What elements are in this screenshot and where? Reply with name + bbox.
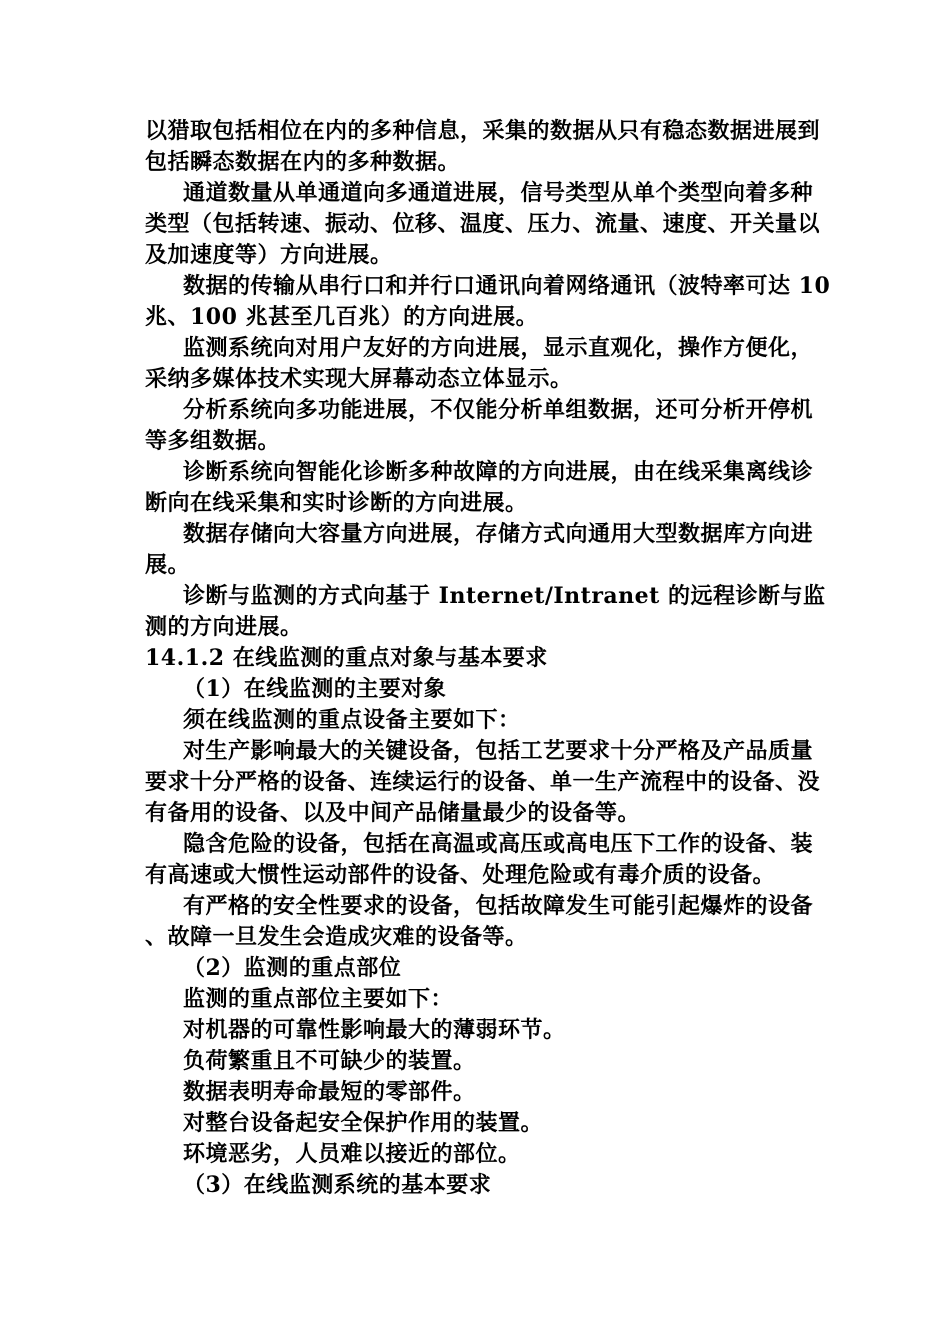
paragraph-remote-diagnosis: 诊断与监测的方式向基于 Internet/Intranet 的远程诊断与监测的方向进展。 (145, 583, 826, 640)
subsection-intro-2: 监测的重点部位主要如下： (183, 986, 454, 1012)
list-item: 有严格的安全性要求的设备，包括故障发生可能引起爆炸的设备、故障一旦发生会造成灾难的设备等。 (145, 893, 814, 950)
subsection-title-2: （2）监测的重点部位 (183, 955, 402, 981)
section-heading: 14.1.2 在线监测的重点对象与基本要求 (145, 645, 548, 671)
paragraph-channels: 通道数量从单通道向多通道进展，信号类型从单个类型向着多种类型（包括转速、振动、位移、温度、压力、流量、速度、开关量以及加速度等）方向进展。 (145, 180, 821, 268)
paragraph-diagnosis-system: 诊断系统向智能化诊断多种故障的方向进展，由在线采集离线诊断向在线采集和实时诊断的方向进展。 (145, 459, 814, 516)
list-item: 隐含危险的设备，包括在高温或高压或高电压下工作的设备、装有高速或大惯性运动部件的设备、处理危险或有毒介质的设备。 (145, 831, 814, 888)
subsection-title-1: （1）在线监测的主要对象 (183, 676, 447, 702)
list-item: 对整台设备起安全保护作用的装置。 (183, 1110, 544, 1136)
list-item: 数据表明寿命最短的零部件。 (183, 1079, 476, 1105)
list-item: 对机器的可靠性影响最大的薄弱环节。 (183, 1017, 566, 1043)
subsection-title-3: （3）在线监测系统的基本要求 (183, 1172, 492, 1198)
paragraph-analysis-system: 分析系统向多功能进展，不仅能分析单组数据，还可分析开停机等多组数据。 (145, 397, 814, 454)
list-item: 负荷繁重且不可缺少的装置。 (183, 1048, 476, 1074)
paragraph-transmission: 数据的传输从串行口和并行口通讯向着网络通讯（波特率可达 10 兆、100 兆甚至几百兆）的方向进展。 (145, 273, 831, 330)
paragraph-continuation: 以猎取包括相位在内的多种信息，采集的数据从只有稳态数据进展到包括瞬态数据在内的多种数据。 (145, 118, 821, 175)
subsection-intro-1: 须在线监测的重点设备主要如下： (183, 707, 521, 733)
paragraph-monitoring-system: 监测系统向对用户友好的方向进展，显示直观化，操作方便化，采纳多媒体技术实现大屏幕动态立体显示。 (145, 335, 814, 392)
list-item: 环境恶劣，人员难以接近的部位。 (183, 1141, 521, 1167)
list-item: 对生产影响最大的关键设备，包括工艺要求十分严格及产品质量要求十分严格的设备、连续运行的设备、单一生产流程中的设备、没有备用的设备、以及中间产品储量最少的设备等。 (145, 738, 821, 826)
paragraph-data-storage: 数据存储向大容量方向进展，存储方式向通用大型数据库方向进展。 (145, 521, 814, 578)
document-body (145, 116, 835, 1201)
